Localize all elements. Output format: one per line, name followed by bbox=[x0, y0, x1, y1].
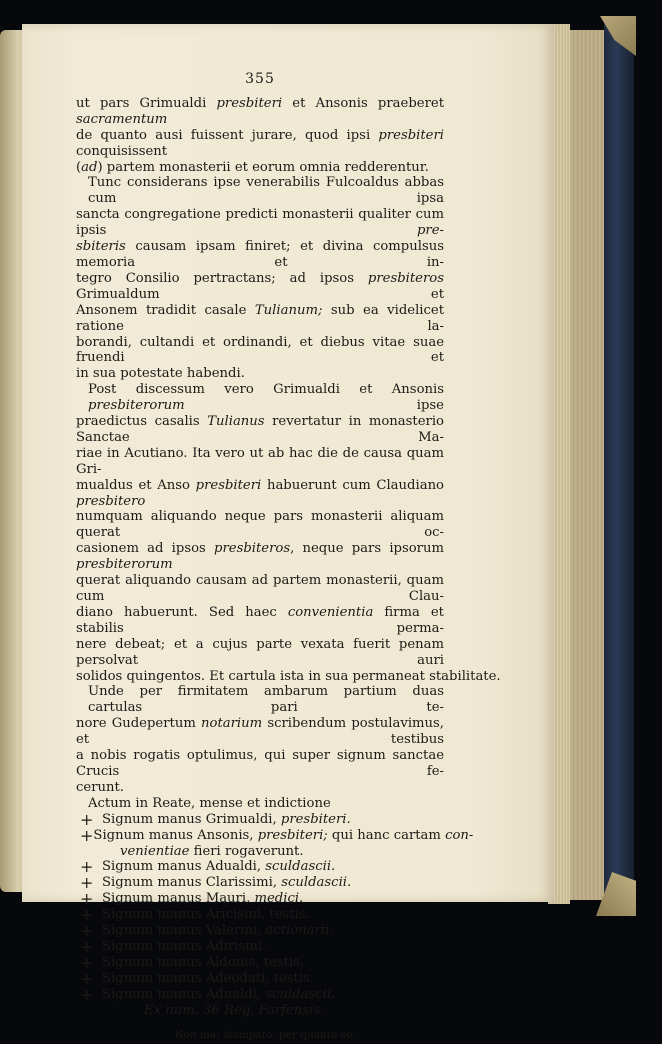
signature-line bbox=[76, 825, 474, 845]
italic-text: sacramentum bbox=[76, 111, 168, 127]
text-run: Signum manus Aldonis, testis. bbox=[102, 954, 305, 970]
italic-text: venientiae bbox=[120, 843, 190, 859]
signature-text bbox=[102, 891, 303, 907]
text-line bbox=[76, 684, 444, 716]
text-line bbox=[76, 271, 444, 303]
body-paragraphs bbox=[76, 95, 501, 812]
italic-text: sculdascii. bbox=[265, 859, 336, 875]
italic-text: presbiteri bbox=[378, 127, 444, 143]
signature-line bbox=[76, 907, 444, 923]
italic-text: medici. bbox=[254, 891, 304, 907]
paragraph bbox=[76, 796, 444, 812]
text-run: cerunt. bbox=[76, 779, 124, 795]
italic-text: sculdascii. bbox=[265, 986, 336, 1002]
text-run: riae in Acutiano. Ita vero ut ab hac die de causa quam Gri- bbox=[76, 445, 444, 477]
signature-text bbox=[102, 812, 351, 828]
text-line bbox=[76, 207, 444, 239]
text-run: Grimualdum et bbox=[76, 286, 444, 302]
text-line bbox=[76, 128, 444, 160]
text-line bbox=[76, 366, 444, 382]
text-line bbox=[76, 239, 444, 271]
text-line bbox=[76, 160, 444, 176]
text-run: Signum manus Ansonis, bbox=[93, 827, 258, 843]
italic-text: sculdascii. bbox=[281, 875, 352, 891]
text-line bbox=[76, 478, 444, 510]
signature-text bbox=[102, 971, 314, 987]
signature-line bbox=[76, 809, 444, 829]
paragraph bbox=[76, 684, 444, 795]
cross-mark-icon: + bbox=[80, 952, 94, 972]
page-number: 355 bbox=[245, 71, 275, 87]
italic-text: Tulianus bbox=[207, 414, 265, 430]
italic-text: presbiteri bbox=[216, 95, 283, 111]
text-line bbox=[76, 573, 444, 605]
text-run: Signum manus Valerini, bbox=[102, 923, 266, 939]
italic-text: notarium bbox=[201, 716, 263, 732]
page-text bbox=[76, 71, 501, 1044]
text-line bbox=[76, 605, 444, 637]
text-run: Tunc considerans ipse venerabilis Fulcoaldus abbas cum ipsa bbox=[88, 175, 444, 207]
text-run: Ansonem tradidit casale bbox=[76, 302, 255, 318]
signature-line bbox=[76, 968, 444, 988]
signature-text bbox=[102, 907, 310, 923]
signature-line bbox=[76, 875, 444, 891]
text-run: firma et stabilis perma- bbox=[76, 604, 444, 636]
text-run: Signum manus Mauri, bbox=[102, 891, 255, 907]
text-line bbox=[76, 748, 444, 780]
text-run: casionem ad ipsos bbox=[76, 541, 215, 557]
cross-mark-icon: + bbox=[80, 921, 94, 941]
text-line bbox=[76, 96, 444, 128]
italic-text: presbiteri bbox=[195, 477, 262, 493]
page-block-edge bbox=[568, 30, 606, 900]
signature-text bbox=[102, 875, 351, 891]
text-run: scribendum postulavimus, et testibus bbox=[76, 716, 444, 748]
italic-text: presbiteros bbox=[214, 541, 291, 557]
text-line bbox=[76, 509, 444, 541]
text-run: mualdus et Anso bbox=[76, 477, 196, 493]
italic-text: actionarii. bbox=[265, 923, 334, 939]
text-run: ) partem monasterii et eorum omnia redderentur. bbox=[97, 159, 429, 175]
text-run: ( bbox=[76, 159, 82, 175]
italic-text: Tulianum; bbox=[254, 302, 323, 318]
italic-text: presbiteri. bbox=[280, 811, 351, 827]
signature-line bbox=[76, 936, 444, 956]
italic-text: convenientia bbox=[287, 604, 374, 620]
italic-text: sbiteris bbox=[76, 239, 126, 255]
source-reference bbox=[76, 1003, 444, 1019]
text-run: solidos quingentos. Et cartula ista in sua permaneat stabilitate. bbox=[76, 668, 501, 684]
paragraph bbox=[76, 175, 444, 382]
text-run: diano habuerunt. Sed haec bbox=[76, 604, 288, 620]
text-line bbox=[76, 335, 444, 367]
italic-text: con- bbox=[445, 827, 474, 843]
text-line bbox=[76, 668, 501, 685]
paragraph bbox=[76, 382, 501, 684]
paragraph bbox=[76, 96, 444, 176]
text-run: Signum manus Clarissimi, bbox=[102, 875, 282, 891]
text-run: praedictus casalis bbox=[76, 414, 208, 430]
text-run: , neque pars ipsorum bbox=[290, 541, 444, 557]
signature-text bbox=[102, 987, 335, 1003]
italic-text: ad bbox=[81, 159, 98, 175]
italic-text: presbiterorum bbox=[88, 398, 185, 414]
text-run: fieri rogaverunt. bbox=[189, 843, 304, 859]
text-run: Signum manus Adirisini. bbox=[102, 938, 267, 954]
cross-mark-icon: + bbox=[80, 825, 94, 845]
text-line bbox=[76, 796, 444, 812]
text-run: Signum manus Adualdi, bbox=[102, 986, 266, 1002]
signature-line bbox=[76, 844, 444, 860]
text-run: ut pars Grimualdi bbox=[76, 95, 217, 111]
text-run: causam ipsam finiret; et divina compulsus memoria et in- bbox=[76, 239, 444, 270]
text-run: Unde per firmitatem ambarum partium duas cartulas pari te- bbox=[88, 684, 444, 716]
text-run: conquisissent bbox=[76, 143, 168, 159]
cross-mark-icon: + bbox=[80, 968, 94, 988]
signature-text bbox=[120, 844, 304, 860]
text-line bbox=[76, 303, 444, 335]
text-run: sancta congregatione predicti monasterii qualiter cum ipsis bbox=[76, 207, 444, 239]
signature-line bbox=[76, 984, 444, 1004]
italic-text: presbiteri; bbox=[257, 827, 328, 843]
text-run: borandi, cultandi et ordinandi, et diebus vitae suae fruendi et bbox=[76, 334, 444, 366]
text-run: qui hanc cartam bbox=[327, 827, 446, 843]
italic-text: presbitero bbox=[76, 493, 146, 509]
text-run: Signum manus Adeodati, testis. bbox=[102, 970, 314, 986]
signature-text bbox=[102, 955, 304, 971]
text-run: Signum manus Aricisini, testis. bbox=[102, 907, 310, 923]
source-text: Ex num. 36 Reg. Farfensis. bbox=[144, 1002, 325, 1018]
cross-mark-icon: + bbox=[80, 936, 94, 956]
cross-mark-icon: + bbox=[80, 984, 94, 1004]
text-run: sub ea videlicet ratione la- bbox=[76, 302, 444, 334]
signature-line bbox=[76, 891, 444, 907]
signature-line bbox=[76, 859, 444, 875]
text-run: Signum manus Adualdi, bbox=[102, 859, 266, 875]
text-run: Signum manus Grimualdi, bbox=[102, 811, 281, 827]
italic-text: pre- bbox=[416, 223, 444, 239]
text-run: Post discessum vero Grimualdi et Ansonis bbox=[88, 382, 444, 398]
italic-text: presbiteros bbox=[367, 270, 444, 286]
cross-mark-icon: + bbox=[80, 809, 94, 829]
text-run: Actum in Reate, mense et indictione bbox=[88, 795, 331, 811]
signature-text bbox=[102, 939, 266, 955]
cross-mark-icon: + bbox=[80, 905, 94, 925]
text-run: revertatur in monasterio Sanctae Ma- bbox=[76, 414, 444, 445]
signature-text bbox=[93, 828, 473, 844]
signature-text bbox=[102, 859, 335, 875]
text-line bbox=[76, 446, 444, 478]
text-line bbox=[76, 541, 444, 573]
text-run: in sua potestate habendi. bbox=[76, 366, 245, 382]
text-line bbox=[76, 382, 444, 414]
cross-mark-icon: + bbox=[80, 873, 94, 893]
signature-line bbox=[76, 923, 444, 939]
text-run: et Ansonis praeberet bbox=[282, 95, 444, 111]
footnote: Non mai stampato, per quanto so. bbox=[174, 1029, 356, 1042]
book-cover bbox=[604, 20, 634, 915]
signature-list bbox=[76, 809, 474, 1004]
italic-text: presbiterorum bbox=[76, 557, 173, 573]
cross-mark-icon: + bbox=[80, 857, 94, 877]
text-line bbox=[76, 175, 444, 207]
text-line bbox=[76, 780, 444, 796]
text-line bbox=[76, 637, 444, 669]
text-run: nore Gudepertum bbox=[76, 716, 202, 732]
text-line bbox=[76, 414, 444, 446]
signature-text bbox=[102, 923, 334, 939]
cross-mark-icon: + bbox=[80, 889, 94, 909]
text-run: a nobis rogatis optulimus, qui super signum sanctae Crucis fe- bbox=[76, 748, 444, 779]
text-run: habuerunt cum Claudiano bbox=[261, 477, 444, 493]
signature-line bbox=[76, 952, 444, 972]
text-run: querat aliquando causam ad partem monasterii, quam cum Clau- bbox=[76, 573, 444, 604]
text-run: ipse bbox=[184, 398, 444, 414]
text-run: nere debeat; et a cujus parte vexata fuerit penam persolvat auri bbox=[76, 636, 444, 668]
text-run: numquam aliquando neque pars monasterii aliquam querat oc- bbox=[76, 509, 444, 541]
text-run: de quanto ausi fuissent jurare, quod ipsi bbox=[76, 127, 379, 143]
text-run: tegro Consilio pertractans; ad ipsos bbox=[76, 270, 368, 286]
text-line bbox=[76, 716, 444, 748]
